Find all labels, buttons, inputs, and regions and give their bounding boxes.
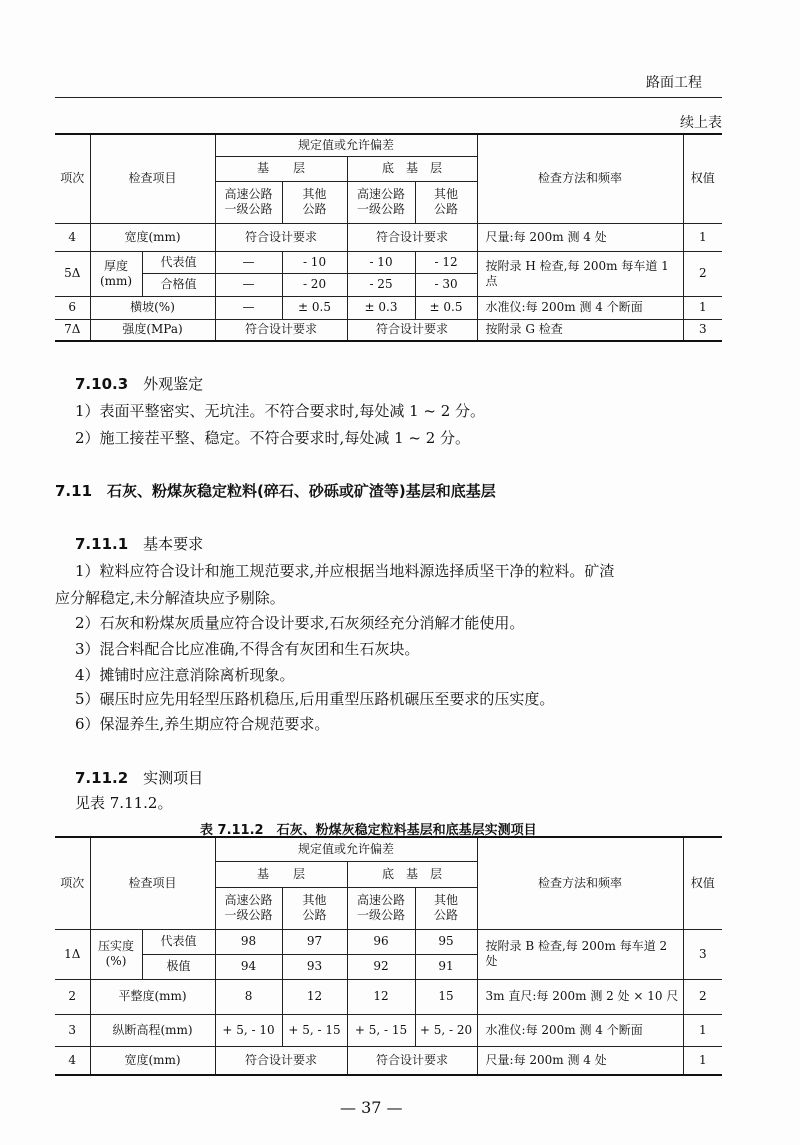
cell: 1Δ xyxy=(55,929,90,979)
section-number: 7.11.2 xyxy=(75,769,129,787)
cell: 代表值 xyxy=(142,929,215,954)
th-subbase: 底 基 层 xyxy=(347,861,477,887)
continued-label: 续上表 xyxy=(680,115,722,131)
cell: 1 xyxy=(683,296,722,319)
th-base: 基 层 xyxy=(215,156,347,181)
table-row xyxy=(55,979,722,1014)
cell: 4 xyxy=(55,1046,90,1075)
cell: ± 0.5 xyxy=(282,296,347,319)
cell: ± 0.5 xyxy=(415,296,477,319)
cell: 5Δ xyxy=(55,251,90,296)
section-number: 7.10.3 xyxy=(75,375,129,393)
th-highway: 高速公路 一级公路 xyxy=(347,181,415,223)
header-rule xyxy=(55,97,722,98)
cell: 92 xyxy=(347,954,415,979)
section-7-11-1 xyxy=(75,533,203,554)
cell: 93 xyxy=(282,954,347,979)
cell: 1 xyxy=(683,1014,722,1046)
cell: 水准仪:每 200m 测 4 个断面 xyxy=(477,1014,683,1046)
cell: 12 xyxy=(282,979,347,1014)
cell: 符合设计要求 xyxy=(215,1046,347,1075)
paragraph: 2）石灰和粉煤灰质量应符合设计要求,石灰须经充分消解才能使用。 xyxy=(75,614,525,632)
th-spec: 规定值或允许偏差 xyxy=(215,837,477,861)
cell: 合格值 xyxy=(142,273,215,296)
cell: ± 0.3 xyxy=(347,296,415,319)
cell: 尺量:每 200m 测 4 处 xyxy=(477,223,683,251)
cell: 宽度(mm) xyxy=(90,223,215,251)
cell: 2 xyxy=(55,979,90,1014)
cell: - 25 xyxy=(347,273,415,296)
th-no: 项次 xyxy=(55,134,90,223)
paragraph: 1）粒料应符合设计和施工规范要求,并应根据当地料源选择质坚干净的粒料。矿渣 xyxy=(75,562,615,580)
section-number: 7.11 xyxy=(55,482,93,500)
section-title: 外观鉴定 xyxy=(143,375,204,393)
cell: 3 xyxy=(683,319,722,341)
cell: 1 xyxy=(683,223,722,251)
cell: 横坡(%) xyxy=(90,296,215,319)
cell: 厚度 (mm) xyxy=(90,251,142,296)
table-row xyxy=(55,319,722,341)
cell: 3 xyxy=(55,1014,90,1046)
th-item: 检查项目 xyxy=(90,134,215,223)
cell: - 30 xyxy=(415,273,477,296)
th-highway: 高速公路 一级公路 xyxy=(215,181,282,223)
th-spec: 规定值或允许偏差 xyxy=(215,134,477,156)
cell: 3 xyxy=(683,929,722,979)
cell: 7Δ xyxy=(55,319,90,341)
paragraph: 3）混合料配合比应准确,不得含有灰团和生石灰块。 xyxy=(75,640,420,658)
th-item: 检查项目 xyxy=(90,837,215,929)
cell: 符合设计要求 xyxy=(215,223,347,251)
th-highway: 高速公路 一级公路 xyxy=(215,887,282,929)
th-other: 其他 公路 xyxy=(415,181,477,223)
cell: 8 xyxy=(215,979,282,1014)
th-other: 其他 公路 xyxy=(282,887,347,929)
cell: - 10 xyxy=(347,251,415,273)
table-row xyxy=(55,929,722,954)
th-method: 检查方法和频率 xyxy=(477,837,683,929)
cell: — xyxy=(215,251,282,273)
cell: 94 xyxy=(215,954,282,979)
paragraph: 5）碾压时应先用轻型压路机稳压,后用重型压路机碾压至要求的压实度。 xyxy=(75,690,555,708)
cell: 91 xyxy=(415,954,477,979)
page-number: — 37 — xyxy=(340,1098,403,1117)
cell: 4 xyxy=(55,223,90,251)
cell: - 20 xyxy=(282,273,347,296)
cell: 3m 直尺:每 200m 测 2 处 × 10 尺 xyxy=(477,979,683,1014)
cell: 平整度(mm) xyxy=(90,979,215,1014)
cell: — xyxy=(215,296,282,319)
cell: 15 xyxy=(415,979,477,1014)
th-other: 其他 公路 xyxy=(282,181,347,223)
cell: — xyxy=(215,273,282,296)
table-row xyxy=(55,223,722,251)
cell: 宽度(mm) xyxy=(90,1046,215,1075)
th-subbase: 底 基 层 xyxy=(347,156,477,181)
cell: 尺量:每 200m 测 4 处 xyxy=(477,1046,683,1075)
paragraph: 应分解稳定,未分解渣块应予剔除。 xyxy=(55,589,285,607)
table-row xyxy=(55,1046,722,1075)
table-row xyxy=(55,1014,722,1046)
cell: 2 xyxy=(683,979,722,1014)
th-weight: 权值 xyxy=(683,134,722,223)
cell: 符合设计要求 xyxy=(347,223,477,251)
th-weight: 权值 xyxy=(683,837,722,929)
cell: 2 xyxy=(683,251,722,296)
table-row xyxy=(55,296,722,319)
cell: - 10 xyxy=(282,251,347,273)
cell: 代表值 xyxy=(142,251,215,273)
cell: 97 xyxy=(282,929,347,954)
table-caption: 表 7.11.2 石灰、粉煤灰稳定粒料基层和底基层实测项目 xyxy=(200,823,537,838)
cell: 水准仪:每 200m 测 4 个断面 xyxy=(477,296,683,319)
cell: + 5, - 15 xyxy=(347,1014,415,1046)
cell: 按附录 H 检查,每 200m 每车道 1 点 xyxy=(477,251,683,296)
paragraph: 见表 7.11.2。 xyxy=(75,794,173,812)
paragraph: 4）摊铺时应注意消除离析现象。 xyxy=(75,666,295,684)
cell: - 12 xyxy=(415,251,477,273)
cell: 1 xyxy=(683,1046,722,1075)
cell: 符合设计要求 xyxy=(347,1046,477,1075)
section-title: 实测项目 xyxy=(143,769,204,787)
cell: + 5, - 20 xyxy=(415,1014,477,1046)
paragraph: 2）施工接茬平整、稳定。不符合要求时,每处减 1 ~ 2 分。 xyxy=(75,429,471,447)
section-7-11-2 xyxy=(75,767,203,788)
section-title: 基本要求 xyxy=(143,535,204,553)
section-7-11 xyxy=(55,480,496,501)
cell: 强度(MPa) xyxy=(90,319,215,341)
cell: 95 xyxy=(415,929,477,954)
cell: 极值 xyxy=(142,954,215,979)
table-continued xyxy=(55,133,722,342)
cell: + 5, - 10 xyxy=(215,1014,282,1046)
cell: 6 xyxy=(55,296,90,319)
th-other: 其他 公路 xyxy=(415,887,477,929)
cell: 纵断高程(mm) xyxy=(90,1014,215,1046)
section-number: 7.11.1 xyxy=(75,535,129,553)
th-method: 检查方法和频率 xyxy=(477,134,683,223)
paragraph: 6）保湿养生,养生期应符合规范要求。 xyxy=(75,715,330,733)
th-base: 基 层 xyxy=(215,861,347,887)
cell: 98 xyxy=(215,929,282,954)
cell: 12 xyxy=(347,979,415,1014)
th-highway: 高速公路 一级公路 xyxy=(347,887,415,929)
section-7-10-3 xyxy=(75,373,203,394)
cell: 符合设计要求 xyxy=(347,319,477,341)
running-header: 路面工程 xyxy=(646,75,702,91)
cell: 按附录 B 检查,每 200m 每车道 2 处 xyxy=(477,929,683,979)
th-no: 项次 xyxy=(55,837,90,929)
table-row xyxy=(55,251,722,273)
cell: 96 xyxy=(347,929,415,954)
paragraph: 1）表面平整密实、无坑洼。不符合要求时,每处减 1 ~ 2 分。 xyxy=(75,402,486,420)
cell: 压实度 (%) xyxy=(90,929,142,979)
cell: + 5, - 15 xyxy=(282,1014,347,1046)
cell: 按附录 G 检查 xyxy=(477,319,683,341)
cell: 符合设计要求 xyxy=(215,319,347,341)
table-7-11-2 xyxy=(55,836,722,1076)
section-title: 石灰、粉煤灰稳定粒料(碎石、砂砾或矿渣等)基层和底基层 xyxy=(107,482,496,500)
